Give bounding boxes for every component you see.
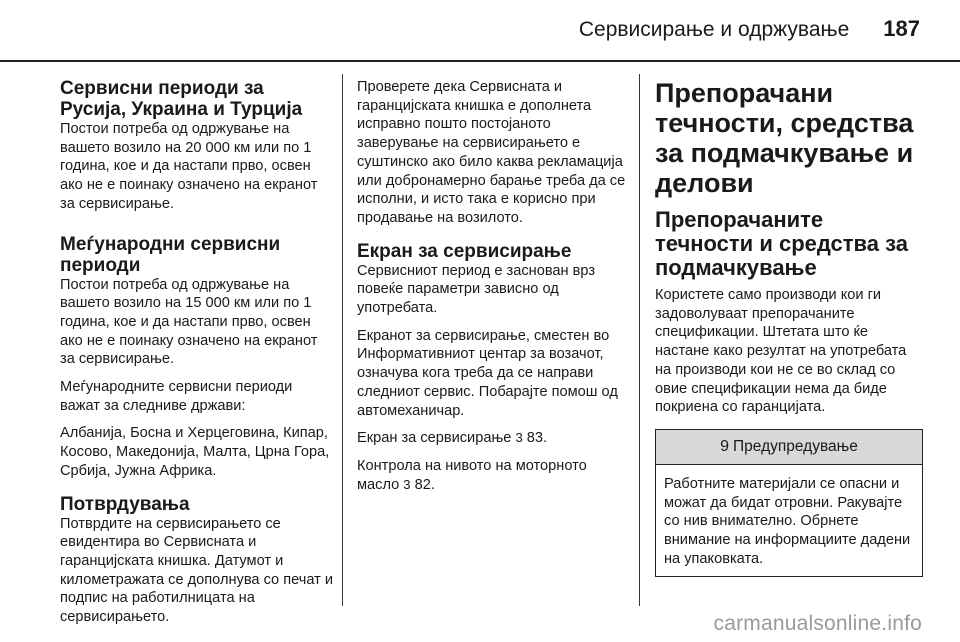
warning-header: [656, 430, 922, 465]
page-reference-icon: 3: [403, 476, 411, 492]
warning-triangle-icon: 9: [720, 437, 730, 455]
section-title: Екран за сервисирање: [357, 240, 572, 262]
page-reference-link[interactable]: 82.: [414, 476, 435, 493]
paragraph-reference: Контрола на нивото на моторното масло 3 82.: [357, 457, 587, 493]
page-reference-link[interactable]: 83.: [526, 430, 548, 447]
paragraph: Постои потреба од одржување на вашето возило на 15 000 км или по 1 година, кое и да настапи прво, освен ако не е поинаку означено на екранот за сервисирање.: [60, 276, 318, 368]
section-title: Препорачаните течности и средства за подмачкување: [655, 207, 909, 280]
page-reference-icon: 3: [515, 430, 523, 446]
column-middle: [357, 78, 627, 503]
paragraph: Меѓународните сервисни периоди важат за следниве држави:: [60, 379, 293, 414]
warning-body: [656, 465, 922, 577]
column-divider: [342, 74, 343, 606]
warning-text: Работните материјали се опасни и можат да бидат отровни. Ракувајте со нив внимателно. Обрнете внимание на информациите дадени на упаковката.: [664, 475, 911, 567]
paragraph: Проверете дека Сервисната и гаранцијската книшка е дополнета исправно пошто постојаното заверување на сервисирањето е суштинско ако било каква рекламација или добронамерно барање треба да се исполни, и исто така е корисно при продавање на возилото.: [357, 79, 626, 226]
section-title: Потврдувања: [60, 493, 190, 515]
paragraph: Екранот за сервисирање, сместен во Информативниот центар за возачот, означува кога треба да се направи следниот сервис. Побарајте помош од автомеханичар.: [357, 327, 618, 419]
paragraph: Албанија, Босна и Херцеговина, Кипар, Косово, Македонија, Малта, Црна Гора, Србија, Јужна Африка.: [60, 425, 330, 479]
watermark: carmanualsonline.info: [713, 612, 922, 635]
column-right: [655, 78, 923, 577]
column-divider: [639, 74, 640, 606]
page-number: 187: [883, 16, 920, 41]
section-title: Меѓународни сервисни периоди: [60, 233, 281, 276]
section-title: Сервисни периоди за Русија, Украина и Турција: [60, 78, 303, 120]
column-left: [60, 78, 334, 627]
header-rule: [0, 60, 960, 62]
paragraph: Користете само производи кои ги задоволуваат препорачаните спецификации. Штетата што ќе настане како резултат на употребата на производи кои не се во склад со овие спецификации нема да биде покриена со гаранцијата.: [655, 287, 907, 416]
header-title: Сервисирање и одржување: [578, 18, 850, 41]
warning-title: Предупредување: [733, 437, 858, 455]
paragraph: Потврдите на сервисирањето се евидентира во Сервисната и гаранцијската книшка. Датумот и километражата се дополнува со печат и подпис на работилницата на сервисирањето.: [60, 515, 334, 626]
paragraph: Постои потреба од одржување на вашето возило на 20 000 км или по 1 година, кое и да настапи прво, освен ако не е поинаку означено на екранот за сервисирање.: [60, 121, 318, 212]
paragraph: Сервисниот период е заснован врз повеќе параметри зависно од употребата.: [357, 262, 596, 317]
chapter-title: Препорачани течности, средства за подмачкување и делови: [655, 78, 914, 198]
paragraph-reference: Екран за сервисирање 3 83.: [357, 430, 548, 447]
warning-box: [655, 429, 923, 578]
page-header: [579, 16, 920, 50]
